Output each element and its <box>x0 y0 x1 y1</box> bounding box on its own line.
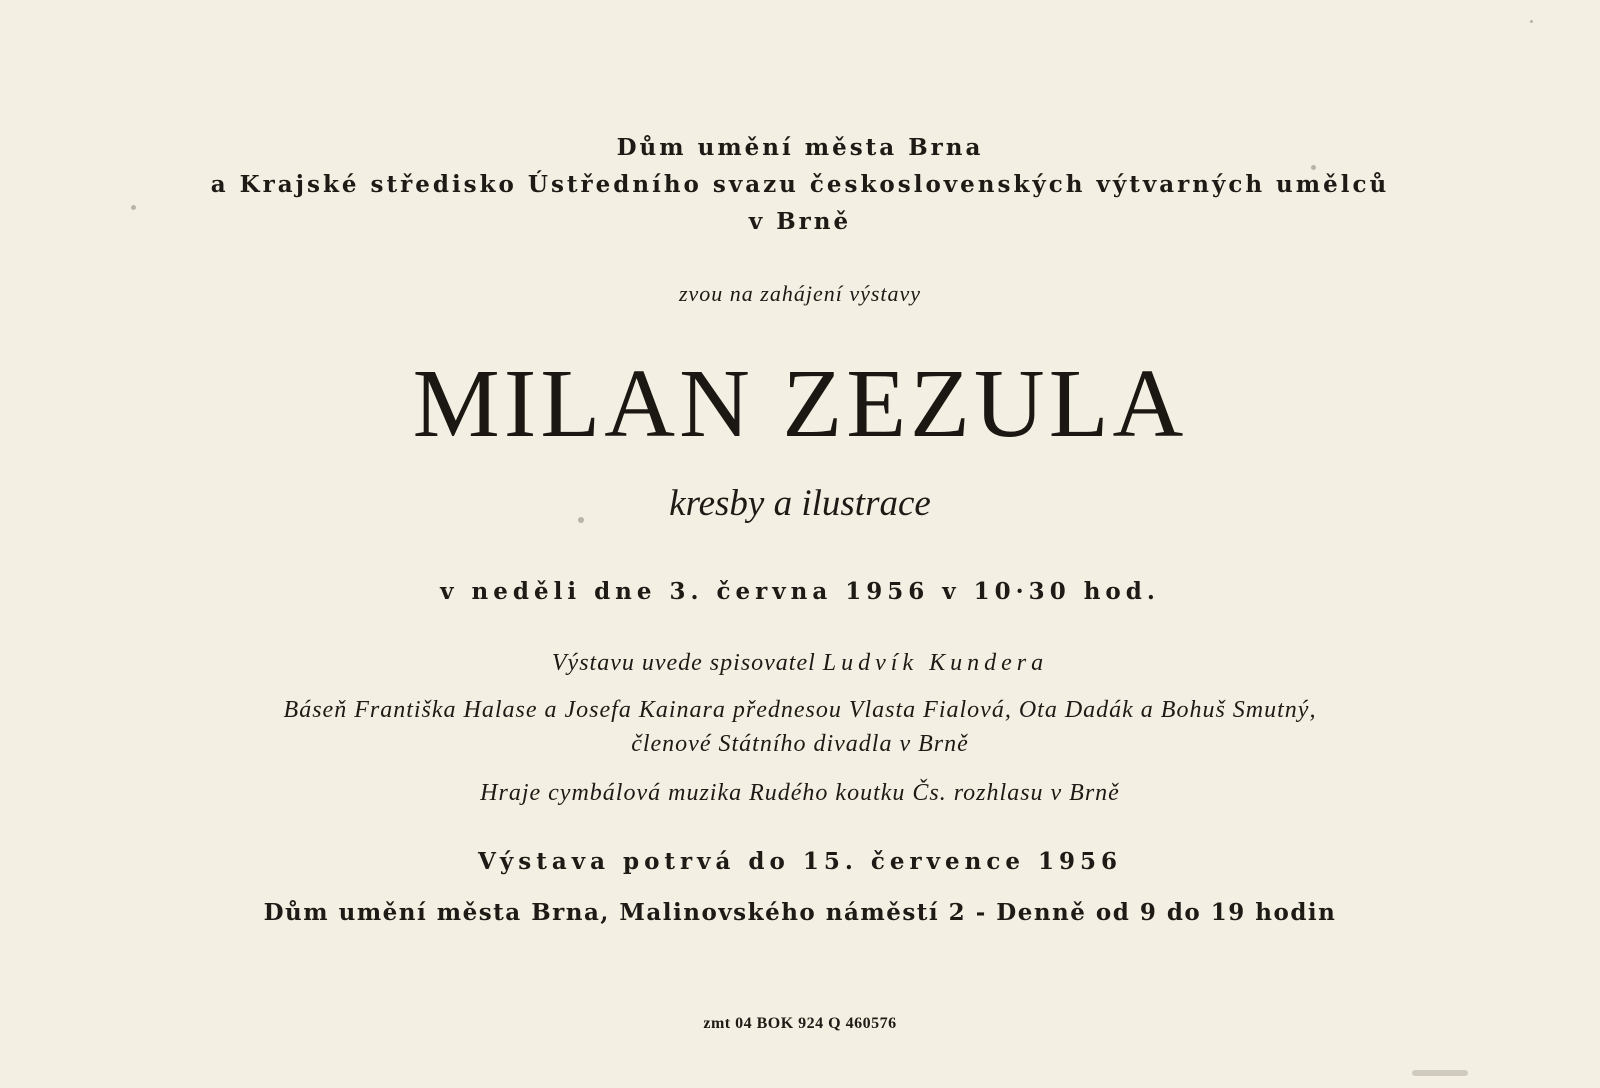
paper-speck <box>578 517 584 523</box>
program-intro-prefix: Výstavu uvede spisovatel <box>551 650 823 676</box>
program-intro-speaker: Ludvík Kundera <box>822 650 1049 676</box>
host-line-3: v Brně <box>748 208 852 235</box>
paper-speck <box>131 205 136 210</box>
program-recital-line-1: Báseň Františka Halase a Josefa Kainara přednesou Vlasta Fialová, Ota Dadák a Bohuš Smutný, <box>283 697 1317 723</box>
invite-line: zvou na zahájení výstavy <box>678 281 922 306</box>
paper-speck <box>1311 165 1316 170</box>
paper-smudge <box>1412 1070 1468 1076</box>
paper-speck <box>1530 20 1533 23</box>
print-code: zmt 04 BOK 924 Q 460576 <box>703 1015 897 1032</box>
program-music-line: Hraje cymbálová muzika Rudého koutku Čs. rozhlasu v Brně <box>480 780 1120 806</box>
host-line-1: Dům umění města Brna <box>616 134 984 161</box>
artist-name: MILAN ZEZULA <box>412 350 1188 458</box>
duration-line: Výstava potrvá do 15. července 1956 <box>477 848 1123 875</box>
program-recital-line-2: členové Státního divadla v Brně <box>631 731 969 757</box>
host-line-2: a Krajské středisko Ústředního svazu československých výtvarných umělců <box>210 171 1390 198</box>
address-line: Dům umění města Brna, Malinovského náměstí 2 - Denně od 9 do 19 hodin <box>263 899 1337 926</box>
exhibition-subtitle: kresby a ilustrace <box>669 483 931 524</box>
opening-date: v neděli dne 3. června 1956 v 10·30 hod. <box>440 578 1160 605</box>
program-intro <box>0 650 1600 677</box>
